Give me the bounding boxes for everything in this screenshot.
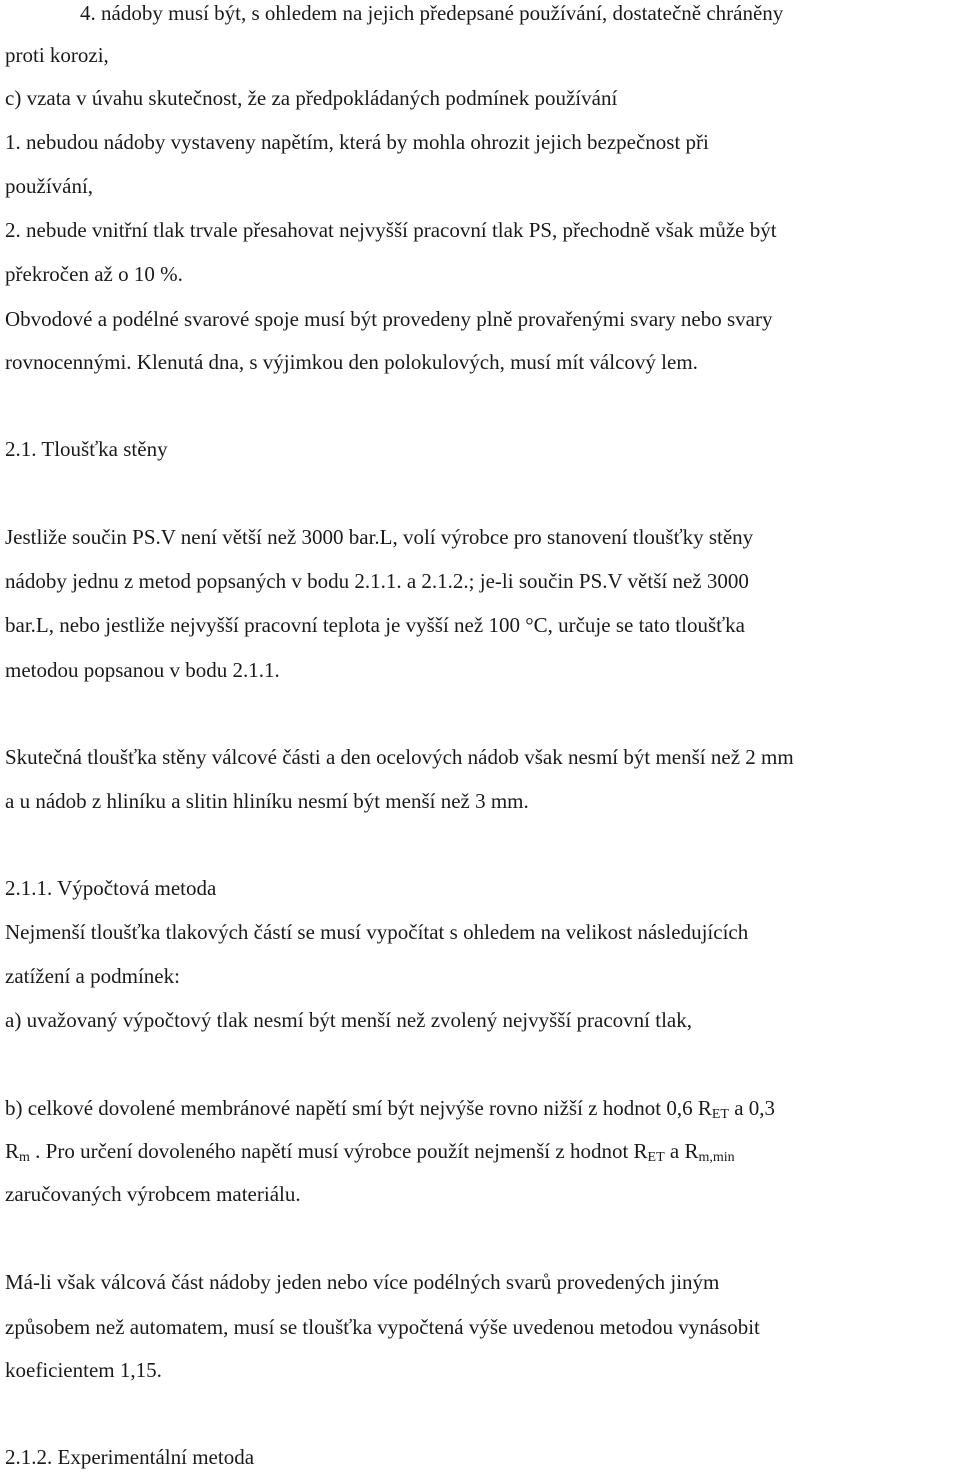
section-heading: 2.1.1. Výpočtová metoda bbox=[5, 876, 217, 900]
text-line bbox=[5, 1139, 735, 1165]
text-line bbox=[5, 1096, 776, 1122]
text-line: c) vzata v úvahu skutečnost, že za předpokládaných podmínek používání bbox=[5, 86, 618, 110]
text-line: proti korozi, bbox=[5, 43, 109, 67]
text-line: 4. nádoby musí být, s ohledem na jejich předepsané používání, dostatečně chráněny bbox=[80, 1, 784, 25]
text-line: Obvodové a podélné svarové spoje musí být provedeny plně provařenými svary nebo svary bbox=[5, 307, 773, 331]
text-line: způsobem než automatem, musí se tloušťka vypočtená výše uvedenou metodou vynásobit bbox=[5, 1315, 760, 1339]
text-line: bar.L, nebo jestliže nejvyšší pracovní teplota je vyšší než 100 °C, určuje se tato tloušťka bbox=[5, 613, 745, 637]
text-fragment: b) celkové dovolené membránové napětí smí být nejvýše rovno nižší z hodnot 0,6 R bbox=[5, 1096, 712, 1120]
subscript: m bbox=[19, 1150, 30, 1165]
text-line: rovnocennými. Klenutá dna, s výjimkou den polokulových, musí mít válcový lem. bbox=[5, 350, 698, 374]
text-fragment: R bbox=[5, 1139, 20, 1163]
text-line: Jestliže součin PS.V není větší než 3000 bar.L, volí výrobce pro stanovení tloušťky stěny bbox=[5, 525, 754, 549]
text-fragment: a R bbox=[664, 1139, 699, 1163]
text-fragment: . Pro určení dovoleného napětí musí výrobce použít nejmenší z hodnot R bbox=[29, 1139, 648, 1163]
text-line: překročen až o 10 %. bbox=[5, 262, 183, 286]
text-line: Nejmenší tloušťka tlakových částí se musí vypočítat s ohledem na velikost následujících bbox=[5, 920, 749, 944]
text-fragment: a 0,3 bbox=[728, 1096, 776, 1120]
text-line: používání, bbox=[5, 174, 94, 198]
text-line: a u nádob z hliníku a slitin hliníku nesmí být menší než 3 mm. bbox=[5, 789, 529, 813]
text-line: metodou popsanou v bodu 2.1.1. bbox=[5, 658, 280, 682]
text-line: Skutečná tloušťka stěny válcové části a den ocelových nádob však nesmí být menší než 2 mm bbox=[5, 745, 794, 769]
text-line: zaručovaných výrobcem materiálu. bbox=[5, 1182, 301, 1206]
subscript: ET bbox=[647, 1150, 665, 1165]
text-line: koeficientem 1,15. bbox=[5, 1358, 162, 1382]
text-line: 2. nebude vnitřní tlak trvale přesahovat nejvyšší pracovní tlak PS, přechodně však může být bbox=[5, 218, 777, 242]
text-line: Má-li však válcová část nádoby jeden nebo více podélných svarů provedených jiným bbox=[5, 1270, 720, 1294]
text-line: 1. nebudou nádoby vystaveny napětím, která by mohla ohrozit jejich bezpečnost při bbox=[5, 130, 709, 154]
text-line: nádoby jednu z metod popsaných v bodu 2.1.1. a 2.1.2.; je-li součin PS.V větší než 3000 bbox=[5, 569, 749, 593]
section-heading: 2.1.2. Experimentální metoda bbox=[5, 1445, 255, 1469]
section-heading: 2.1. Tloušťka stěny bbox=[5, 437, 168, 461]
subscript: ET bbox=[711, 1107, 729, 1122]
text-line: zatížení a podmínek: bbox=[5, 964, 180, 988]
subscript: m,min bbox=[698, 1150, 735, 1165]
text-line: a) uvažovaný výpočtový tlak nesmí být menší než zvolený nejvyšší pracovní tlak, bbox=[5, 1008, 692, 1032]
